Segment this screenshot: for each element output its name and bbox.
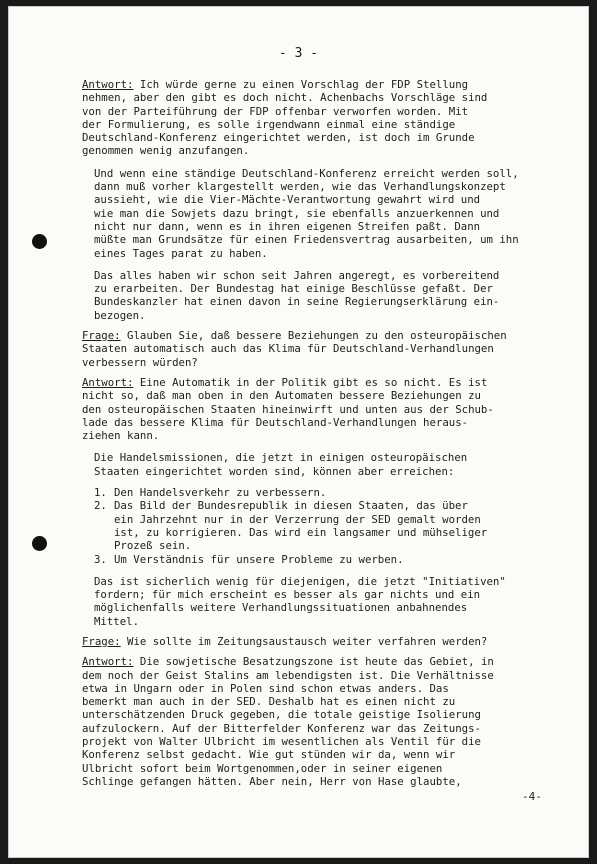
text-line: wie man die Sowjets dazu bringt, sie ebenfalls anzuerkennen und xyxy=(94,206,500,220)
list-item-text xyxy=(114,553,404,566)
text-line: ist, zu korrigieren. Das wird ein langsamer und mühseliger xyxy=(114,525,488,539)
text-line: Den Handelsverkehr zu verbessern. xyxy=(114,486,327,500)
text-line: Das Bild der Bundesrepublik in diesen Staaten, das über xyxy=(114,499,468,513)
list-number: 3. xyxy=(94,552,107,566)
numbered-list xyxy=(94,486,552,566)
text-line: genommen wenig anzufangen. xyxy=(82,144,250,158)
text-line: bemerkt man auch in der SED. Deshalb hat es einen nicht zu xyxy=(82,695,456,709)
text-line xyxy=(82,329,552,342)
answer-block xyxy=(82,78,552,322)
text-line: dem noch der Geist Stalins am lebendigsten ist. Die Verhältnisse xyxy=(82,668,494,682)
answer-block xyxy=(82,655,552,788)
text-line: Das alles haben wir schon seit Jahren angeregt, es vorbereitend xyxy=(94,268,500,282)
text-line: fordern; für mich erscheint es besser als gar nichts und ein xyxy=(94,588,481,602)
text-line: Die Handelsmissionen, die jetzt in einigen osteuropäischen xyxy=(94,451,468,465)
text-line: Bundeskanzler hat einen davon in seine Regierungserklärung ein- xyxy=(94,295,500,309)
question-block xyxy=(82,635,552,648)
text-line: aussieht, wie die Vier-Mächte-Verantwortung gewahrt wird und xyxy=(94,193,481,207)
text-line: nehmen, aber den gibt es doch nicht. Achenbachs Vorschläge sind xyxy=(82,91,488,105)
text-line: Staaten automatisch auch das Klima für Deutschland-Verhandlungen xyxy=(82,342,494,356)
text-line: Ulbricht sofort beim Wortgenommen,oder in seiner eigenen xyxy=(82,761,443,775)
list-item-text xyxy=(114,499,487,552)
speaker-label: Frage: xyxy=(82,329,121,343)
text-line: Das ist sicherlich wenig für diejenigen, die jetzt "Initiativen" xyxy=(94,574,506,588)
paragraph xyxy=(94,575,552,628)
text-line: von der Parteiführung der FDP offenbar verworfen worden. Mit xyxy=(82,104,469,118)
punch-hole xyxy=(32,536,47,551)
text-line: projekt von Walter Ulbricht im wesentlichen als Ventil für die xyxy=(82,735,481,749)
text-line-rest: Glauben Sie, daß bessere Beziehungen zu den osteuropäischen xyxy=(120,329,507,343)
continuation-mark: -4- xyxy=(522,790,542,803)
text-line: müßte man Grundsätze für einen Friedensvertrag ausarbeiten, um ihn xyxy=(94,233,519,247)
text-line xyxy=(82,635,552,648)
text-line: Konferenz selbst gedacht. Wie gut stünden wir da, wenn wir xyxy=(82,748,456,762)
list-item-text xyxy=(114,486,326,499)
list-number: 1. xyxy=(94,486,107,500)
text-line xyxy=(82,376,552,389)
answer-block xyxy=(82,376,552,628)
text-line: lade das bessere Klima für Deutschland-Verhandlungen heraus- xyxy=(82,415,469,429)
text-line: zu erarbeiten. Der Bundestag hat einige Beschlüsse gefaßt. Der xyxy=(94,282,493,296)
question-block xyxy=(82,329,552,369)
text-line-rest: Ich würde gerne zu einen Vorschlag der FDP Stellung xyxy=(133,78,469,91)
text-line xyxy=(82,655,552,668)
text-line: ein Jahrzehnt nur in der Verzerrung der SED gemalt worden xyxy=(114,512,481,526)
speaker-label: Antwort: xyxy=(82,375,134,389)
text-line: dann muß vorher klargestellt werden, wie das Verhandlungskonzept xyxy=(94,180,506,194)
text-line: Prozeß sein. xyxy=(114,539,192,553)
list-item xyxy=(94,486,552,499)
paragraph xyxy=(94,451,552,478)
text-line: Schlinge gefangen hätten. Aber nein, Herr von Hase glaubte, xyxy=(82,774,462,788)
text-line: verbessern würden? xyxy=(82,355,198,369)
list-number: 2. xyxy=(94,499,107,513)
text-line xyxy=(82,78,552,91)
document-body xyxy=(82,78,552,795)
speaker-label: Frage: xyxy=(82,634,121,648)
text-line: Um Verständnis für unsere Probleme zu werben. xyxy=(114,552,404,566)
speaker-label: Antwort: xyxy=(82,78,134,91)
text-line: aufzulockern. Auf der Bitterfelder Konferenz war das Zeitungs- xyxy=(82,721,481,735)
text-line: unterschätzenden Druck gegeben, die totale geistige Isolierung xyxy=(82,708,481,722)
text-line: etwa in Ungarn oder in Polen sind schon etwas anders. Das xyxy=(82,681,449,695)
text-line: Mittel. xyxy=(94,614,140,628)
paragraph xyxy=(94,167,552,260)
text-line: den osteuropäischen Staaten hineinwirft und unten aus der Schub- xyxy=(82,402,494,416)
text-line-rest: Wie sollte im Zeitungsaustausch weiter verfahren werden? xyxy=(120,634,488,648)
text-line: nicht so, daß man oben in den Automaten bessere Beziehungen zu xyxy=(82,389,481,403)
page-number: - 3 - xyxy=(278,46,319,61)
text-line: Staaten eingerichtet worden sind, können aber erreichen: xyxy=(94,464,455,478)
text-line: Und wenn eine ständige Deutschland-Konferenz erreicht werden soll, xyxy=(94,166,519,180)
text-line: der Formulierung, es solle irgendwann einmal eine ständige xyxy=(82,117,456,131)
text-line-rest: Eine Automatik in der Politik gibt es so nicht. Es ist xyxy=(133,375,488,389)
text-line: bezogen. xyxy=(94,308,146,322)
paragraph xyxy=(94,269,552,322)
text-line: ziehen kann. xyxy=(82,429,160,443)
list-item xyxy=(94,553,552,566)
text-line-rest: Die sowjetische Besatzungszone ist heute das Gebiet, in xyxy=(133,655,494,669)
speaker-label: Antwort: xyxy=(82,655,134,669)
text-line: möglichenfalls weitere Verhandlungssituationen anbahnendes xyxy=(94,601,468,615)
punch-hole xyxy=(32,234,47,249)
text-line: eines Tages parat zu haben. xyxy=(94,246,268,260)
text-line: nicht nur dann, wenn es in ihren eigenen Streifen paßt. Dann xyxy=(94,219,481,233)
list-item xyxy=(94,499,552,552)
text-line: Deutschland-Konferenz eingerichtet werden, ist doch im Grunde xyxy=(82,131,475,145)
